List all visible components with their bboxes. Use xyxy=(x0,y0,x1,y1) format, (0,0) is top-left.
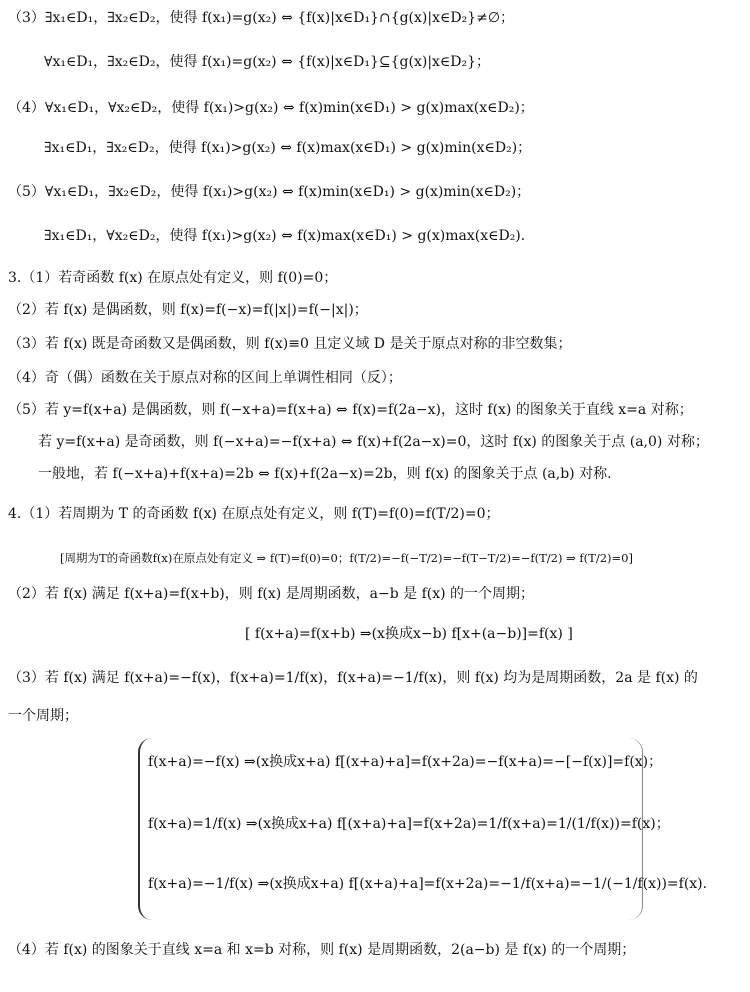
text-line: （4）若 f(x) 的图象关于直线 x=a 和 x=b 对称，则 f(x) 是周期函数，2(a−b) 是 f(x) 的一个周期； xyxy=(8,942,636,958)
text-line: f(x+a)=−1/f(x) ⇒(x换成x+a) f[(x+a)+a]=f(x+2a)=−1/f(x+a)=−1/(−1/f(x))=f(x). xyxy=(148,876,708,892)
text-line: （5）∀x₁∈D₁，∃x₂∈D₂，使得 f(x₁)>g(x₂) ⇔ f(x)min(x∈D₁) > g(x)min(x∈D₂)； xyxy=(8,184,531,200)
text-line: （3）若 f(x) 既是奇函数又是偶函数，则 f(x)≡0 且定义域 D 是关于原点对称的非空数集； xyxy=(8,336,572,352)
text-line: 一个周期； xyxy=(8,708,78,724)
text-line: ∀x₁∈D₁，∃x₂∈D₂，使得 f(x₁)=g(x₂) ⇔ {f(x)|x∈D₁}⊆{g(x)|x∈D₂}； xyxy=(44,54,491,70)
text-line: （5）若 y=f(x+a) 是偶函数，则 f(−x+a)=f(x+a) ⇔ f(x)=f(2a−x)，这时 f(x) 的图象关于直线 x=a 对称； xyxy=(8,402,693,418)
text-line: （2）若 f(x) 满足 f(x+a)=f(x+b)，则 f(x) 是周期函数，a−b 是 f(x) 的一个周期； xyxy=(8,586,535,602)
text-line: ∃x₁∈D₁，∃x₂∈D₂，使得 f(x₁)>g(x₂) ⇔ f(x)max(x∈D₁) > g(x)min(x∈D₂)； xyxy=(44,140,532,156)
text-line: （3）若 f(x) 满足 f(x+a)=−f(x)，f(x+a)=1/f(x)，f(x+a)=−1/f(x)，则 f(x) 均为是周期函数，2a 是 f(x) 的 xyxy=(8,670,698,686)
text-line: [ f(x+a)=f(x+b) ⇒(x换成x−b) f[x+(a−b)]=f(x) ] xyxy=(245,626,573,642)
text-line: 4.（1）若周期为 T 的奇函数 f(x) 在原点处有定义，则 f(T)=f(0)=f(T/2)=0； xyxy=(8,506,500,522)
text-line: ∃x₁∈D₁，∀x₂∈D₂，使得 f(x₁)>g(x₂) ⇔ f(x)max(x∈D₁) > g(x)max(x∈D₂)． xyxy=(44,228,535,244)
text-line: （4）∀x₁∈D₁，∀x₂∈D₂，使得 f(x₁)>g(x₂) ⇔ f(x)min(x∈D₁) > g(x)max(x∈D₂)； xyxy=(8,100,534,116)
text-line: （4）奇（偶）函数在关于原点对称的区间上单调性相同（反）； xyxy=(8,370,402,386)
text-line: （3）∃x₁∈D₁，∃x₂∈D₂，使得 f(x₁)=g(x₂) ⇔ {f(x)|x∈D₁}∩{g(x)|x∈D₂}≠∅； xyxy=(8,10,515,26)
text-line: 一般地，若 f(−x+a)+f(x+a)=2b ⇔ f(x)+f(2a−x)=2b，则 f(x) 的图象关于点 (a,b) 对称. xyxy=(38,466,612,482)
text-line: f(x+a)=−f(x) ⇒(x换成x+a) f[(x+a)+a]=f(x+2a)=−f(x+a)=−[−f(x)]=f(x)； xyxy=(148,754,663,770)
text-line: （2）若 f(x) 是偶函数，则 f(x)=f(−x)=f(|x|)=f(−|x|)； xyxy=(8,302,368,318)
text-line: 若 y=f(x+a) 是奇函数，则 f(−x+a)=−f(x+a) ⇔ f(x)+f(2a−x)=0，这时 f(x) 的图象关于点 (a,0) 对称； xyxy=(38,434,709,450)
text-line: [周期为T的奇函数f(x)在原点处有定义 ⇒ f(T)=f(0)=0；f(T/2)=−f(−T/2)=−f(T−T/2)=−f(T/2) ⇒ f(T/2)=0] xyxy=(60,551,633,565)
text-line: 3.（1）若奇函数 f(x) 在原点处有定义，则 f(0)=0； xyxy=(8,270,338,286)
text-line: f(x+a)=1/f(x) ⇒(x换成x+a) f[(x+a)+a]=f(x+2a)=1/f(x+a)=1/(1/f(x))=f(x)； xyxy=(148,816,670,832)
